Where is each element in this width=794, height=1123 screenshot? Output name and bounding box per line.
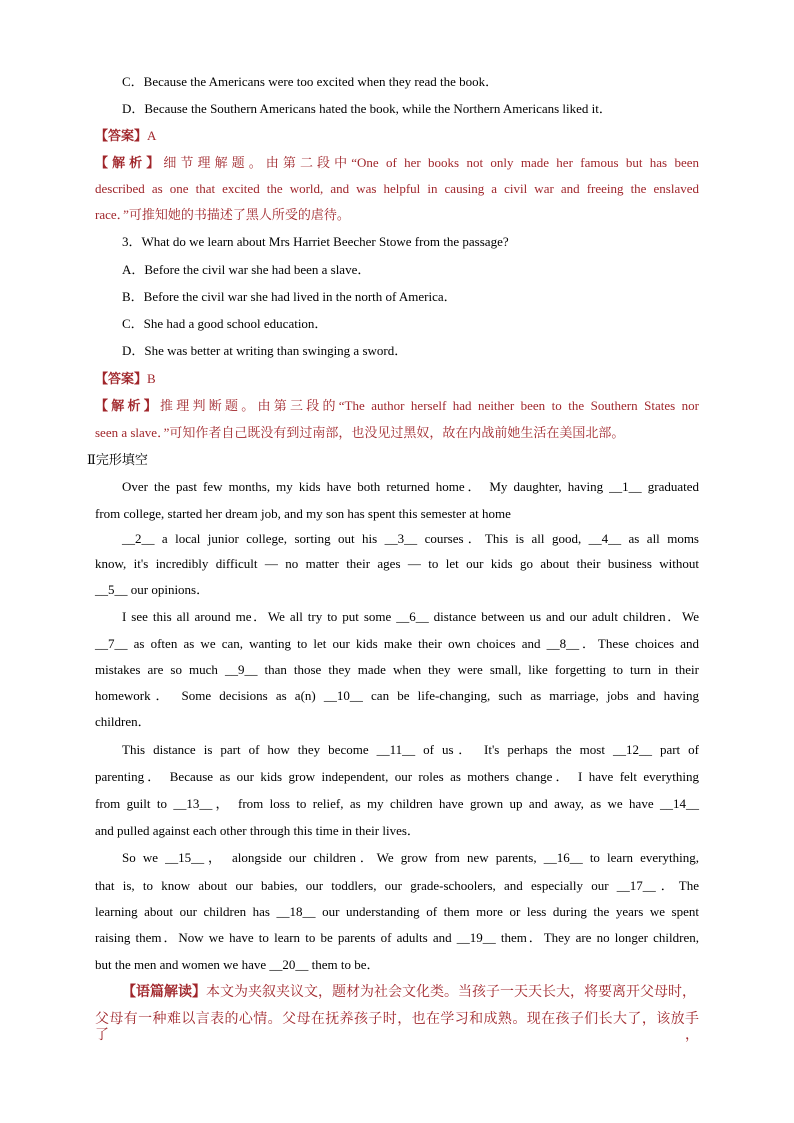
q2-analysis-line-3: race．”可推知她的书描述了黑人所受的虐待。 bbox=[95, 207, 350, 222]
q3-analysis-line-1 bbox=[95, 398, 699, 414]
q2-answer bbox=[95, 128, 699, 144]
q3-stem: 3．What do we learn about Mrs Harriet Beecher Stowe from the passage? bbox=[122, 234, 509, 249]
passage-line: from college, started her dream job, and my son has spent this semester at home bbox=[95, 506, 511, 521]
q3-option-b: B．Before the civil war she had lived in the north of America． bbox=[122, 289, 457, 304]
reading-text: 本文为夹叙夹议文，题材为社会文化类。当孩子一天天长大，将要离开父母时， bbox=[206, 985, 696, 1000]
q3-option-d: D．She was better at writing than swinging a sword． bbox=[122, 343, 408, 358]
q2-analysis-line-1 bbox=[95, 155, 699, 171]
passage-line: that is, to know about our babies, our toddlers, our grade-schoolers, and especially our __17__．The bbox=[95, 878, 699, 893]
analysis-text: 细节理解题。由第二段中“One of her books not only made her famous but has been bbox=[163, 155, 699, 170]
reading-line-1 bbox=[122, 985, 699, 1001]
passage-line: and pulled against each other through this time in their lives． bbox=[95, 823, 420, 838]
analysis-tag: 【解析】 bbox=[95, 155, 164, 170]
q2-option-d: D．Because the Southern Americans hated the book, while the Northern Americans liked it． bbox=[122, 101, 612, 116]
analysis-tag: 【解析】 bbox=[95, 398, 160, 413]
q2-option-c: C．Because the Americans were too excited when they read the book． bbox=[122, 74, 499, 89]
passage-line: Over the past few months, my kids have both returned home． My daughter, having __1__ graduated bbox=[122, 479, 699, 494]
passage-line: mistakes are so much __9__ than those they made when they were small, like forgetting to turn in their bbox=[95, 662, 699, 677]
passage-line: parenting． Because as our kids grow independent, our roles as mothers change． I have felt everything bbox=[95, 769, 699, 784]
passage-line: know, it's incredibly difficult — no matter their ages — to let our kids go about their business without bbox=[95, 556, 699, 571]
passage-line: raising them．Now we have to learn to be parents of adults and __19__ them．They are no longer children, bbox=[95, 930, 699, 945]
answer-tag: 【答案】 bbox=[95, 371, 148, 386]
answer-tag: 【答案】 bbox=[95, 128, 148, 143]
answer-value: A bbox=[147, 128, 157, 143]
reading-line-2: 父母有一种难以言表的心情。父母在抚养孩子时，也在学习和成熟。现在孩子们长大了，该放手了， bbox=[95, 1012, 699, 1043]
passage-line: This distance is part of how they become __11__ of us． It's perhaps the most __12__ part of bbox=[122, 742, 699, 757]
passage-line: learning about our children has __18__ our understanding of them more or less during the years we spent bbox=[95, 904, 699, 919]
passage-line: homework． Some decisions as a(n) __10__ can be life-changing, such as marriage, jobs and having bbox=[95, 688, 699, 703]
passage-line: __5__ our opinions． bbox=[95, 582, 210, 597]
passage-line: __2__ a local junior college, sorting out his __3__ courses．This is all good, __4__ as all moms bbox=[122, 531, 699, 546]
q3-analysis-line-2: seen a slave．”可知作者自己既没有到过南部，也没见过黑奴，故在内战前她生活在美国北部。 bbox=[95, 425, 625, 440]
q3-option-c: C．She had a good school education． bbox=[122, 316, 328, 331]
q3-answer bbox=[95, 371, 699, 387]
q3-option-a: A．Before the civil war she had been a slave． bbox=[122, 262, 371, 277]
passage-line: __7__ as often as we can, wanting to let our kids make their own choices and __8__．These choices and bbox=[95, 636, 699, 651]
passage-line: children． bbox=[95, 714, 151, 729]
answer-value: B bbox=[147, 371, 156, 386]
analysis-text: 推理判断题。由第三段的“The author herself had neither been to the Southern States nor bbox=[160, 398, 699, 413]
passage-line: from guilt to __13__， from loss to relief, as my children have grown up and away, as we have __14__ bbox=[95, 796, 699, 811]
passage-line: I see this all around me．We all try to put some __6__ distance between us and our adult children．We bbox=[122, 609, 699, 624]
passage-line: So we __15__， alongside our children．We grow from new parents, __16__ to learn everything, bbox=[122, 850, 699, 865]
passage-line: but the men and women we have __20__ them to be． bbox=[95, 957, 380, 972]
q2-analysis-line-2: described as one that excited the world, and was helpful in causing a civil war and freeing the enslaved bbox=[95, 181, 699, 196]
section-title: Ⅱ完形填空 bbox=[87, 452, 148, 467]
reading-tag: 【语篇解读】 bbox=[122, 985, 206, 1000]
